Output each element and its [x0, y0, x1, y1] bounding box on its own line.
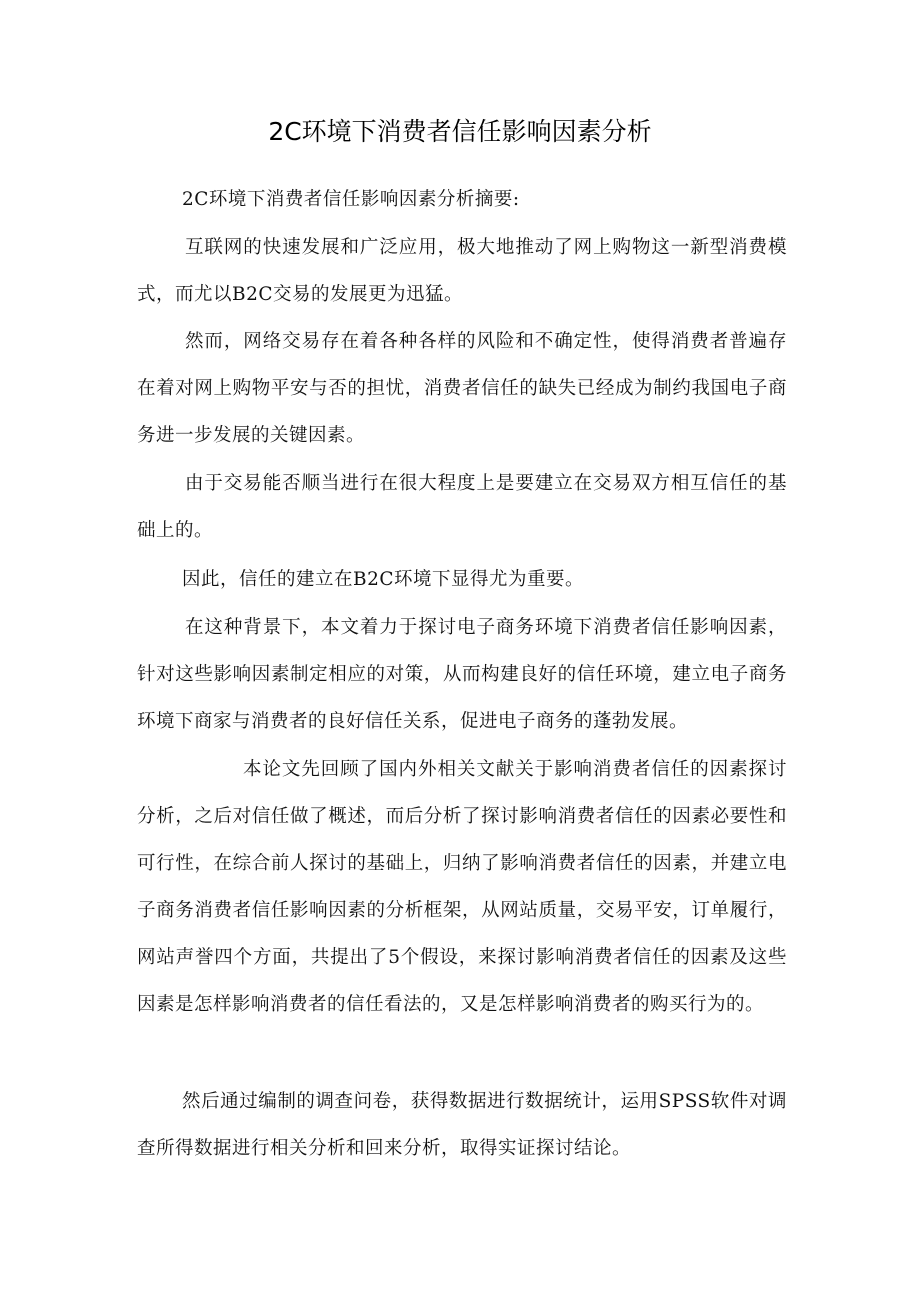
- paragraph-2: 然而，网络交易存在着各种各样的风险和不确定性，使得消费者普遍存在着对网上购物平安与否的担忧，消费者信任的缺失已经成为制约我国电子商务进一步发展的关键因素。: [137, 331, 787, 446]
- abstract-heading: 2C环境下消费者信任影响因素分析摘要:: [182, 189, 520, 210]
- paragraph-6: 本论文先回顾了国内外相关文献关于影响消费者信任的因素探讨分析，之后对信任做了概述，而后分析了探讨影响消费者信任的因素必要性和可行性，在综合前人探讨的基础上，归纳了影响消费者信任的因素，并建立电子商务消费者信任影响因素的分析框架，从网站质量，交易平安，订单履行，网站声誉四个方面，共提出了5个假设，来探讨影响消费者信任的因素及这些因素是怎样影响消费者的信任看法的，又是怎样影响消费者的购买行为的。: [137, 759, 787, 1015]
- paragraph-5: 在这种背景下，本文着力于探讨电子商务环境下消费者信任影响因素，针对这些影响因素制定相应的对策，从而构建良好的信任环境，建立电子商务环境下商家与消费者的良好信任关系，促进电子商务的蓬勃发展。: [137, 617, 787, 732]
- paragraph-7: 然后通过编制的调查问卷，获得数据进行数据统计，运用SPSS软件对调查所得数据进行相关分析和回来分析，取得实证探讨结论。: [137, 1091, 787, 1159]
- document-title: 2C环境下消费者信任影响因素分析: [268, 117, 652, 146]
- paragraph-4: 因此，信任的建立在B2C环境下显得尤为重要。: [182, 569, 585, 590]
- paragraph-1: 互联网的快速发展和广泛应用，极大地推动了网上购物这一新型消费模式，而尤以B2C交易的发展更为迅猛。: [137, 237, 787, 305]
- paragraph-3: 由于交易能否顺当进行在很大程度上是要建立在交易双方相互信任的基础上的。: [137, 473, 787, 541]
